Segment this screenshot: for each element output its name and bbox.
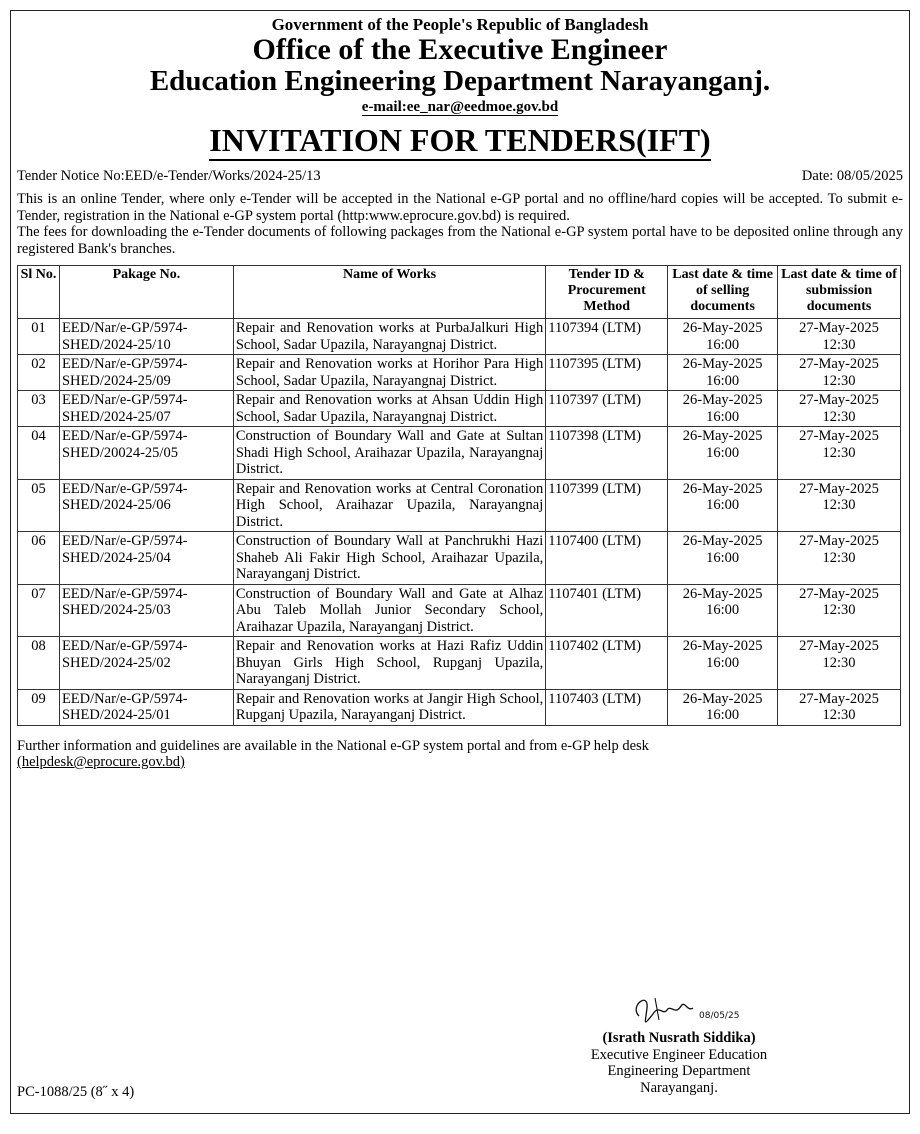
- signature-date: 08/05/25: [699, 1011, 740, 1021]
- signer-title-3: Narayanganj.: [640, 1079, 718, 1096]
- col-header-submission: Last date & time of submission documents: [778, 266, 901, 319]
- table-row: [18, 427, 901, 480]
- tender-table: [17, 265, 901, 726]
- cell-sl: 01: [18, 319, 60, 355]
- office-name: Office of the Executive Engineer: [252, 33, 668, 66]
- cell-sl: 02: [18, 355, 60, 391]
- cell-tender-id: 1107401 (LTM): [546, 584, 668, 637]
- cell-works: Repair and Renovation works at PurbaJalkuri High School, Sadar Upazila, Narayangnaj District.: [233, 319, 545, 355]
- letterhead: [11, 15, 909, 158]
- department-name: Education Engineering Department Narayanganj.: [149, 65, 771, 97]
- signer-title-1: Executive Engineer Education: [590, 1046, 768, 1063]
- table-row: [18, 355, 901, 391]
- cell-package: EED/Nar/e-GP/5974- SHED/2024-25/06: [59, 479, 233, 532]
- signature-image: [559, 986, 799, 1030]
- cell-submission: 27-May-2025 12:30: [778, 391, 901, 427]
- cell-submission: 27-May-2025 12:30: [778, 479, 901, 532]
- cell-tender-id: 1107397 (LTM): [546, 391, 668, 427]
- cell-works: Construction of Boundary Wall and Gate at Alhaz Abu Taleb Mollah Junior Secondary School, Araihazar Upazila, Narayanganj District.: [233, 584, 545, 637]
- cell-submission: 27-May-2025 12:30: [778, 355, 901, 391]
- cell-package: EED/Nar/e-GP/5974- SHED/2024-25/03: [59, 584, 233, 637]
- col-header-sl: Sl No.: [18, 266, 60, 319]
- table-row: [18, 689, 901, 725]
- col-header-tender-id: Tender ID & Procurement Method: [546, 266, 668, 319]
- cell-selling: 26-May-2025 16:00: [668, 391, 778, 427]
- helpdesk-link[interactable]: (helpdesk@eprocure.gov.bd): [17, 754, 185, 770]
- cell-sl: 08: [18, 637, 60, 690]
- cell-sl: 07: [18, 584, 60, 637]
- cell-package: EED/Nar/e-GP/5974- SHED/2024-25/10: [59, 319, 233, 355]
- press-code: PC-1088/25 (8˝ x 4): [17, 1084, 135, 1100]
- cell-selling: 26-May-2025 16:00: [668, 355, 778, 391]
- tender-notice-page: [10, 10, 910, 1114]
- cell-submission: 27-May-2025 12:30: [778, 427, 901, 480]
- cell-works: Construction of Boundary Wall and Gate at Sultan Shadi High School, Araihazar Upazila, Narayangnaj District.: [233, 427, 545, 480]
- table-row: [18, 532, 901, 585]
- table-row: [18, 319, 901, 355]
- further-info: Further information and guidelines are available in the National e-GP system portal and from e-GP help desk (helpdesk@eprocure.gov.bd): [17, 737, 649, 770]
- signature-block: [559, 986, 799, 1096]
- cell-submission: 27-May-2025 12:30: [778, 637, 901, 690]
- tender-notice-number: Tender Notice No:EED/e-Tender/Works/2024-25/13: [17, 168, 321, 184]
- col-header-selling: Last date & time of selling documents: [668, 266, 778, 319]
- cell-selling: 26-May-2025 16:00: [668, 479, 778, 532]
- table-row: [18, 584, 901, 637]
- cell-selling: 26-May-2025 16:00: [668, 689, 778, 725]
- cell-works: Repair and Renovation works at Jangir High School, Rupganj Upazila, Narayanganj District.: [233, 689, 545, 725]
- cell-sl: 04: [18, 427, 60, 480]
- col-header-package: Pakage No.: [59, 266, 233, 319]
- cell-sl: 09: [18, 689, 60, 725]
- intro-paragraph-2: The fees for downloading the e-Tender documents of following packages from the National e-GP system portal have to be deposited online through any registered Bank's branches.: [17, 224, 903, 257]
- notice-date: Date: 08/05/2025: [801, 168, 903, 184]
- cell-works: Construction of Boundary Wall at Panchrukhi Hazi Shaheb Ali Fakir High School, Araihazar Upazila, Narayanganj District.: [233, 532, 545, 585]
- table-row: [18, 391, 901, 427]
- cell-submission: 27-May-2025 12:30: [778, 689, 901, 725]
- cell-package: EED/Nar/e-GP/5974- SHED/2024-25/02: [59, 637, 233, 690]
- cell-selling: 26-May-2025 16:00: [668, 427, 778, 480]
- intro-text: [17, 191, 903, 257]
- cell-package: EED/Nar/e-GP/5974- SHED/20024-25/05: [59, 427, 233, 480]
- cell-tender-id: 1107400 (LTM): [546, 532, 668, 585]
- cell-tender-id: 1107402 (LTM): [546, 637, 668, 690]
- government-line: Government of the People's Republic of Bangladesh: [271, 15, 649, 34]
- cell-package: EED/Nar/e-GP/5974- SHED/2024-25/04: [59, 532, 233, 585]
- cell-selling: 26-May-2025 16:00: [668, 637, 778, 690]
- cell-sl: 03: [18, 391, 60, 427]
- cell-submission: 27-May-2025 12:30: [778, 532, 901, 585]
- cell-works: Repair and Renovation works at Central Coronation High School, Araihazar Upazila, Narayangnaj District.: [233, 479, 545, 532]
- cell-selling: 26-May-2025 16:00: [668, 532, 778, 585]
- cell-package: EED/Nar/e-GP/5974- SHED/2024-25/01: [59, 689, 233, 725]
- table-header-row: [18, 266, 901, 319]
- intro-paragraph-1: This is an online Tender, where only e-Tender will be accepted in the National e-GP portal and no offline/hard copies will be accepted. To submit e-Tender, registration in the National e-GP system portal (http:www.eprocure.gov.bd) is required.: [17, 191, 903, 224]
- cell-works: Repair and Renovation works at Hazi Rafiz Uddin Bhuyan Girls High School, Rupganj Upazila, Narayanganj District.: [233, 637, 545, 690]
- cell-sl: 06: [18, 532, 60, 585]
- cell-submission: 27-May-2025 12:30: [778, 584, 901, 637]
- cell-tender-id: 1107403 (LTM): [546, 689, 668, 725]
- signer-name: (Israth Nusrath Siddika): [602, 1030, 756, 1046]
- office-email: e-mail:ee_nar@eedmoe.gov.bd: [361, 99, 559, 115]
- cell-tender-id: 1107394 (LTM): [546, 319, 668, 355]
- table-row: [18, 637, 901, 690]
- col-header-works: Name of Works: [233, 266, 545, 319]
- table-row: [18, 479, 901, 532]
- cell-submission: 27-May-2025 12:30: [778, 319, 901, 355]
- cell-selling: 26-May-2025 16:00: [668, 319, 778, 355]
- page-title: INVITATION FOR TENDERS(IFT): [11, 122, 909, 158]
- signer-title-2: Engineering Department: [607, 1063, 751, 1079]
- cell-selling: 26-May-2025 16:00: [668, 584, 778, 637]
- cell-works: Repair and Renovation works at Horihor Para High School, Sadar Upazila, Narayangnaj District.: [233, 355, 545, 391]
- cell-sl: 05: [18, 479, 60, 532]
- cell-package: EED/Nar/e-GP/5974- SHED/2024-25/09: [59, 355, 233, 391]
- cell-package: EED/Nar/e-GP/5974- SHED/2024-25/07: [59, 391, 233, 427]
- cell-tender-id: 1107398 (LTM): [546, 427, 668, 480]
- notice-row: [17, 168, 903, 185]
- cell-works: Repair and Renovation works at Ahsan Uddin High School, Sadar Upazila, Narayangnaj District.: [233, 391, 545, 427]
- cell-tender-id: 1107399 (LTM): [546, 479, 668, 532]
- cell-tender-id: 1107395 (LTM): [546, 355, 668, 391]
